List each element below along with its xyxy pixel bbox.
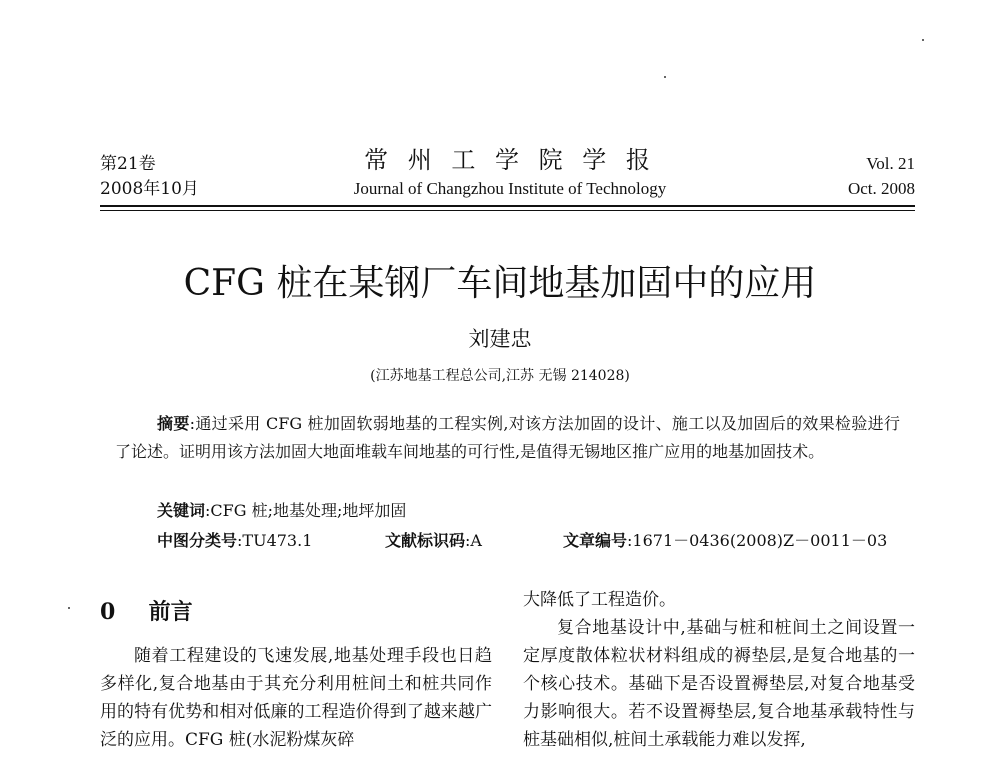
clc-value: :TU473.1 — [237, 531, 313, 550]
article-number-value: :1671－0436(2008)Z－0011－03 — [627, 531, 888, 550]
header-rule-top — [100, 205, 915, 207]
journal-title-en: Journal of Changzhou Institute of Technology — [353, 179, 667, 198]
clc-number — [157, 530, 312, 552]
header-volume-en: Vol. 21 — [866, 154, 915, 173]
article-number-label: 文章编号 — [563, 531, 628, 550]
section-title: 前言 — [148, 599, 193, 625]
document-code — [385, 530, 482, 552]
article-number — [563, 530, 887, 552]
clc-label: 中图分类号 — [157, 531, 238, 550]
right-column-continuation: 大降低了工程造价。 — [523, 590, 676, 610]
article-title: CFG 桩在某钢厂车间地基加固中的应用 — [183, 263, 817, 304]
doc-code-value: :A — [465, 531, 482, 550]
right-column-paragraph: 复合地基设计中,基础与桩和桩间土之间设置一定厚度散体粒状材料组成的褥垫层,是复合地基的一个核心技术。基础下是否设置褥垫层,对复合地基受力影响很大。若不设置褥垫层,复合地基承载特性与桩基础相似,桩间土承载能力难以发挥, — [523, 618, 915, 750]
keywords-text: :CFG 桩;地基处理;地坪加固 — [205, 501, 407, 520]
keywords-label: 关键词 — [157, 501, 206, 520]
section-heading — [100, 598, 193, 626]
keywords — [157, 500, 406, 522]
author-name: 刘建忠 — [468, 327, 532, 351]
abstract — [115, 410, 900, 466]
speck — [68, 607, 70, 609]
header-volume-cn: 第21卷 — [100, 154, 156, 174]
section-number: 0 — [100, 599, 116, 625]
abstract-label: 摘要 — [157, 414, 190, 433]
journal-title-cn: 常 州 工 学 院 学 报 — [364, 146, 656, 174]
left-column-paragraph: 随着工程建设的飞速发展,地基处理手段也日趋多样化,复合地基由于其充分利用桩间土和桩共同作用的特有优势和相对低廉的工程造价得到了越来越广泛的应用。CFG 桩(水泥粉煤灰碎 — [100, 646, 492, 750]
header-date-en: Oct. 2008 — [847, 179, 915, 198]
abstract-text: :通过采用 CFG 桩加固软弱地基的工程实例,对该方法加固的设计、施工以及加固后的效果检验进行了论述。证明用该方法加固大地面堆载车间地基的可行性,是值得无锡地区推广应用的地基加固技术。 — [115, 414, 900, 461]
doc-code-label: 文献标识码 — [385, 531, 466, 550]
header-rule-bottom — [100, 210, 915, 211]
author-affiliation: (江苏地基工程总公司,江苏 无锡 214028) — [370, 368, 630, 384]
speck — [922, 39, 924, 41]
speck — [664, 76, 666, 78]
header-date-cn: 2008年10月 — [100, 179, 199, 199]
